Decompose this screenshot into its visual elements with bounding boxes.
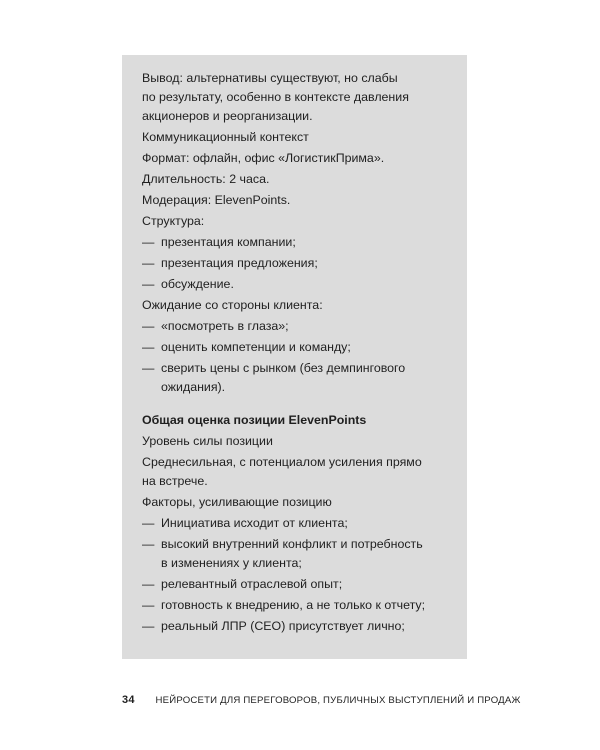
list-item-text: Инициатива исходит от клиента;	[161, 516, 348, 530]
list-item-text: сверить цены с рынком (без демпингового ожидания).	[161, 361, 406, 394]
case-study-panel	[122, 55, 467, 659]
moderation-line: Модерация: ElevenPoints.	[142, 193, 291, 207]
dash-marker: —	[142, 598, 155, 612]
level-label: Уровень силы позиции	[142, 434, 273, 448]
comm-context-title: Коммуникационный контекст	[142, 130, 309, 144]
book-title: НЕЙРОСЕТИ ДЛЯ ПЕРЕГОВОРОВ, ПУБЛИЧНЫХ ВЫСТУПЛЕНИЙ И ПРОДАЖ	[155, 695, 521, 706]
list-item	[142, 575, 453, 594]
page-footer	[122, 694, 521, 706]
dash-marker: —	[142, 235, 155, 249]
dash-marker: —	[142, 619, 155, 633]
list-item-text: релевантный отраслевой опыт;	[161, 577, 343, 591]
duration-line: Длительность: 2 часа.	[142, 172, 270, 186]
dash-marker: —	[142, 340, 155, 354]
list-item	[142, 254, 453, 273]
structure-label: Структура:	[142, 214, 205, 228]
list-item	[142, 317, 453, 336]
list-item-text: обсуждение.	[161, 277, 234, 291]
dash-marker: —	[142, 319, 155, 333]
dash-marker: —	[142, 361, 155, 375]
list-item	[142, 596, 453, 615]
list-item	[142, 233, 453, 252]
list-item	[142, 514, 453, 533]
dash-marker: —	[142, 577, 155, 591]
list-item-text: высокий внутренний конфликт и потребность в изменениях у клиента;	[161, 537, 423, 570]
conclusion-block	[142, 69, 453, 126]
list-item	[142, 617, 453, 636]
list-item-text: готовность к внедрению, а не только к отчету;	[161, 598, 426, 612]
conclusion-line: по результату, особенно в контексте давления	[142, 90, 409, 104]
dash-marker: —	[142, 277, 155, 291]
level-value-line: Среднесильная, с потенциалом усиления прямо	[142, 455, 422, 469]
level-value-line: на встрече.	[142, 474, 208, 488]
list-item-text: презентация предложения;	[161, 256, 318, 270]
list-item	[142, 359, 453, 397]
dash-marker: —	[142, 537, 155, 551]
conclusion-line: Вывод: альтернативы существуют, но слабы	[142, 71, 398, 85]
expectation-label: Ожидание со стороны клиента:	[142, 298, 323, 312]
list-item-text: презентация компании;	[161, 235, 296, 249]
list-item	[142, 338, 453, 357]
list-item-text: «посмотреть в глаза»;	[161, 319, 289, 333]
list-item-text: оценить компетенции и команду;	[161, 340, 351, 354]
conclusion-line: акционеров и реорганизации.	[142, 109, 313, 123]
dash-marker: —	[142, 256, 155, 270]
list-item	[142, 535, 453, 573]
assessment-heading: Общая оценка позиции ElevenPoints	[142, 413, 367, 427]
list-item	[142, 275, 453, 294]
factors-label: Факторы, усиливающие позицию	[142, 495, 332, 509]
list-item-text: реальный ЛПР (CEO) присутствует лично;	[161, 619, 405, 633]
page-number: 34	[122, 694, 135, 706]
dash-marker: —	[142, 516, 155, 530]
format-line: Формат: офлайн, офис «ЛогистикПрима».	[142, 151, 385, 165]
